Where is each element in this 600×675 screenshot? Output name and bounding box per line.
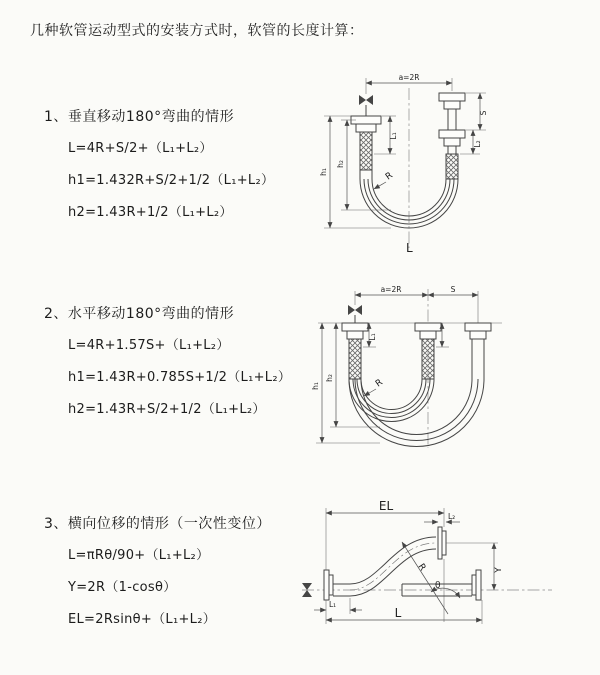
hose-u-position-2	[349, 379, 484, 446]
dim-label-l1: L₁	[389, 132, 398, 140]
dim-label-l2: L₂	[448, 512, 456, 521]
dim-label-l: L	[394, 606, 402, 620]
formula: L=πRθ/90+（L₁+L₂）	[68, 548, 210, 563]
dim-label-a2r: a=2R	[380, 285, 402, 294]
dim-label-r: R	[373, 377, 385, 390]
section-heading: 3、横向位移的情形（一次性变位）	[44, 516, 271, 532]
diagram-horizontal-180-drawing	[310, 283, 600, 468]
dim-label-y: Y	[494, 567, 504, 573]
section-lateral-displacement	[44, 513, 324, 640]
formula: h1=1.432R+S/2+1/2（L₁+L₂）	[68, 173, 275, 188]
section-heading: 1、垂直移动180°弯曲的情形	[44, 109, 235, 125]
section-horizontal-180	[44, 303, 324, 430]
diagram-horizontal-180	[310, 283, 600, 468]
dim-label-h1: h₁	[311, 382, 320, 390]
dimension-s	[466, 93, 488, 130]
dim-label-h1: h₁	[319, 168, 328, 176]
right-pipe-fitting	[439, 93, 465, 179]
right-flange-fitting	[472, 570, 481, 600]
dim-label-s: S	[479, 110, 488, 116]
diagram-lateral-displacement	[298, 498, 600, 656]
dim-label-a2r: a=2R	[398, 73, 420, 82]
left-flange-fitting	[324, 570, 350, 600]
right-pipe-fitting	[465, 323, 491, 379]
dim-label-theta: θ	[435, 581, 441, 591]
dimension-r	[364, 378, 385, 396]
formula: Y=2R（1-cosθ）	[68, 580, 177, 595]
section-vertical-180	[44, 106, 324, 233]
dimension-r	[374, 171, 395, 189]
formula: L=4R+1.57S+（L₁+L₂）	[68, 338, 230, 353]
left-pipe-fitting	[342, 323, 368, 379]
dimension-a2r	[355, 285, 478, 323]
dim-label-l1: L₁	[329, 600, 337, 609]
diagram-lateral-displacement-drawing	[298, 498, 600, 656]
dimension-h1	[319, 116, 391, 228]
valve-icon	[359, 95, 373, 116]
dim-label-h2: h₂	[325, 374, 334, 382]
dim-label-l2: L₂	[473, 140, 482, 148]
valve-icon	[348, 305, 362, 323]
dimension-s	[428, 285, 478, 295]
formula: L=4R+S/2+（L₁+L₂）	[68, 141, 213, 156]
dim-label-s: S	[450, 285, 456, 294]
upper-flange-fitting	[438, 527, 446, 559]
dimension-l1	[314, 598, 362, 614]
formula: h2=1.43R+S/2+1/2（L₁+L₂）	[68, 402, 266, 417]
dim-label-r: R	[383, 170, 395, 183]
diagram-vertical-180-drawing	[316, 70, 586, 262]
dimension-l2	[424, 512, 460, 522]
dimension-el	[326, 499, 444, 570]
formula: h1=1.43R+0.785S+1/2（L₁+L₂）	[68, 370, 292, 385]
dim-label-l1: L₁	[368, 333, 377, 341]
dim-label-el: EL	[378, 499, 394, 513]
middle-pipe-fitting	[415, 323, 441, 379]
dim-label-r: R	[415, 562, 428, 573]
left-pipe-fitting	[351, 116, 381, 179]
section-heading: 2、水平移动180°弯曲的情形	[44, 306, 235, 322]
formula: EL=2Rsinθ+（L₁+L₂）	[68, 612, 217, 627]
dim-label-l-total: L	[406, 241, 413, 255]
dimension-l	[326, 600, 482, 624]
dim-label-h2: h₂	[336, 160, 345, 168]
page-title: 几种软管运动型式的安装方式时，软管的长度计算：	[30, 23, 364, 39]
formula: h2=1.43R+1/2（L₁+L₂）	[68, 205, 233, 220]
diagram-vertical-180	[316, 70, 586, 262]
